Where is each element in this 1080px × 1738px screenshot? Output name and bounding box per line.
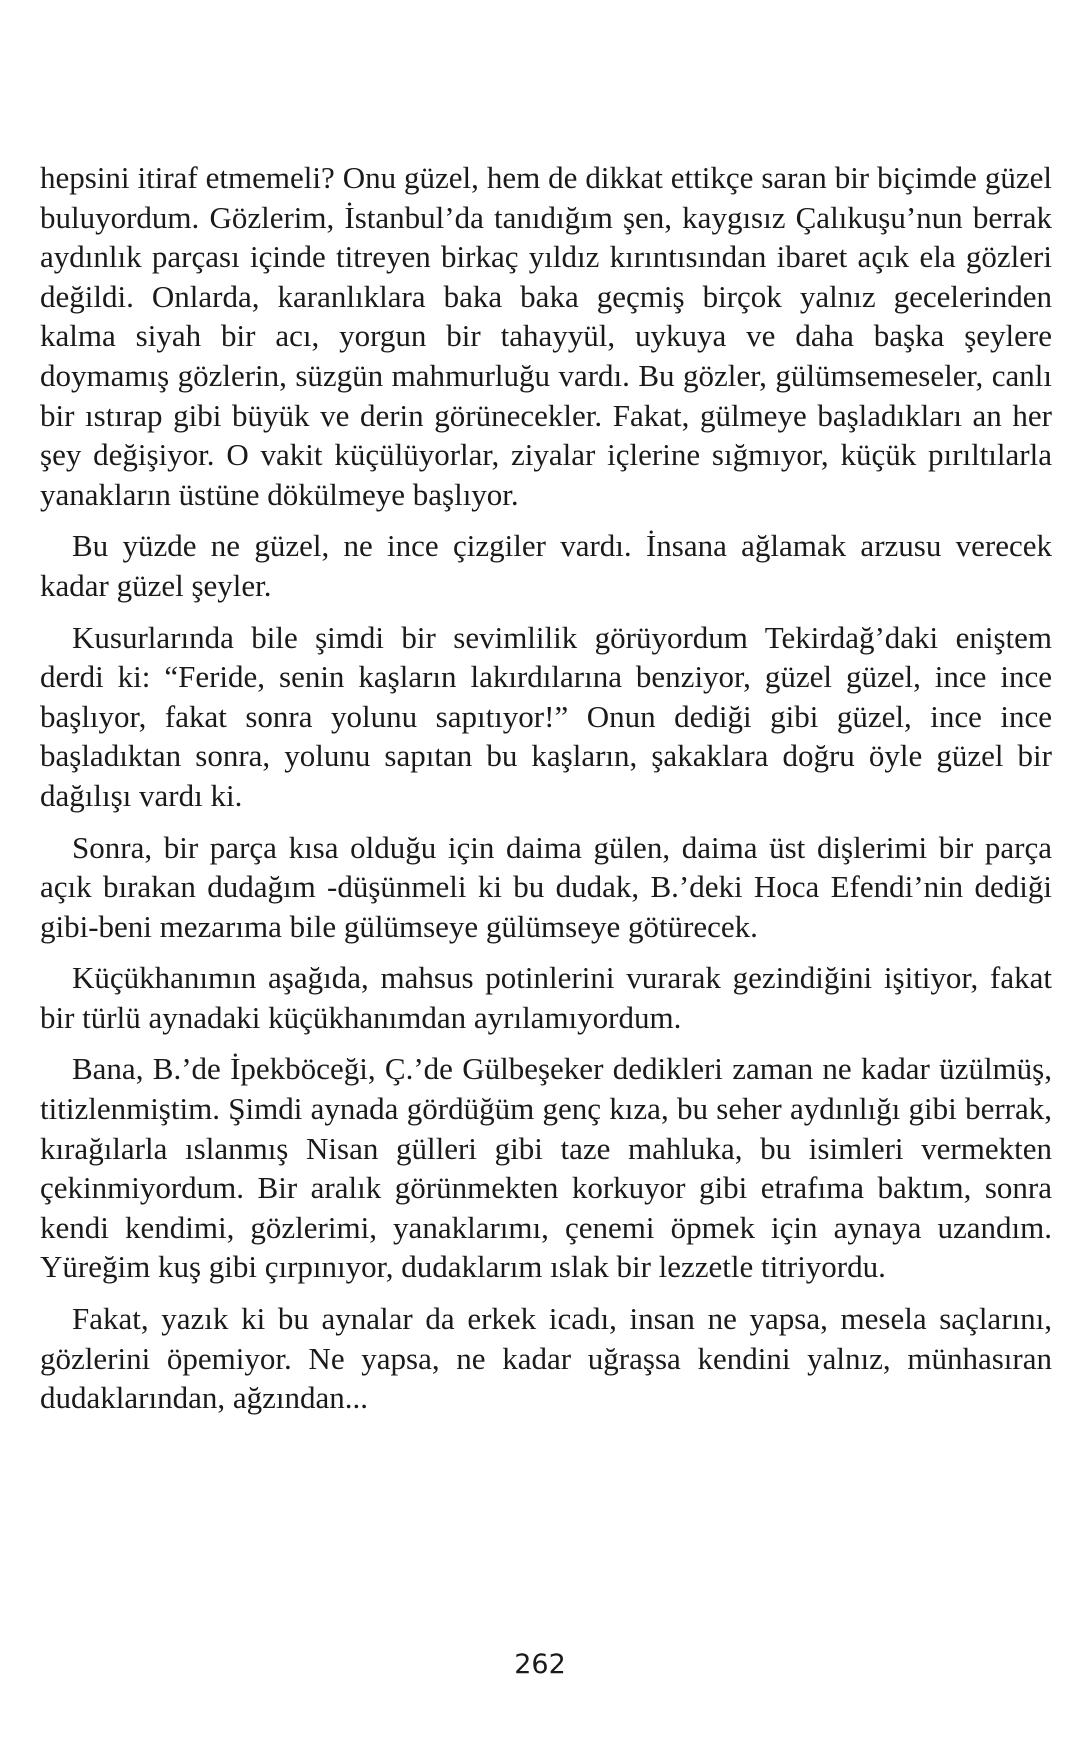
body-text xyxy=(40,158,1052,1430)
paragraph-continuation: hepsini itiraf etmemeli? Onu güzel, hem de dikkat ettikçe saran bir biçimde güzel buluyordum. Gözlerim, İstanbul’da tanıdığım şen, kaygısız Çalıkuşu’nun berrak aydınlık parçası içinde titreyen birkaç yıldız kırıntısından ibaret açık ela gözleri değildi. Onlarda, karanlıklara baka baka geçmiş birçok yalnız gecelerinden kalma siyah bir acı, yorgun bir tahayyül, uykuya ve daha başka şeylere doymamış gözlerin, süzgün mahmurluğu vardı. Bu gözler, gülümsemeseler, canlı bir ıstırap gibi büyük ve derin görünecekler. Fakat, gülmeye başladıkları an her şey değişiyor. O vakit küçülüyorlar, ziyalar içlerine sığmıyor, küçük pırıltılarla yanakların üstüne dökülmeye başlıyor. xyxy=(40,160,1052,512)
paragraph: Bu yüzde ne güzel, ne ince çizgiler vardı. İnsana ağlamak arzusu verecek kadar güzel şeyler. xyxy=(40,528,1052,603)
paragraph: Kusurlarında bile şimdi bir sevimlilik görüyordum Tekirdağ’daki eniştem derdi ki: “Feride, senin kaşların lakırdılarına benziyor, güzel güzel, ince ince başlıyor, fakat sonra yolunu sapıtıyor!” Onun dediği gibi güzel, ince ince başladıktan sonra, yolunu sapıtan bu kaşların, şakaklara doğru öyle güzel bir dağılışı vardı ki. xyxy=(40,619,1052,813)
paragraph: Sonra, bir parça kısa olduğu için daima gülen, daima üst dişlerimi bir parça açık bırakan dudağım -düşünmeli ki bu dudak, B.’deki Hoca Efendi’nin dediği gibi-beni mezarıma bile gülümseye gülümseye götürecek. xyxy=(40,829,1052,944)
paragraph: Küçükhanımın aşağıda, mahsus potinlerini vurarak gezindiğini işitiyor, fakat bir türlü aynadaki küçükhanımdan ayrılamıyordum. xyxy=(40,960,1052,1035)
paragraph: Bana, B.’de İpekböceği, Ç.’de Gülbeşeker dedikleri zaman ne kadar üzülmüş, titizlenmiştim. Şimdi aynada gördüğüm genç kıza, bu seher aydınlığı gibi berrak, kırağılarla ıslanmış Nisan gülleri gibi taze mahluka, bu isimleri vermekten çekinmiyordum. Bir aralık görünmekten korkuyor gibi etrafıma baktım, sonra kendi kendimi, gözlerimi, yanaklarımı, çenemi öpmek için aynaya uzandım. Yüreğim kuş gibi çırpınıyor, dudaklarım ıslak bir lezzetle titriyordu. xyxy=(40,1051,1052,1285)
page-number: 262 xyxy=(514,1649,566,1680)
paragraph: Fakat, yazık ki bu aynalar da erkek icadı, insan ne yapsa, mesela saçlarını, gözlerini öpemiyor. Ne yapsa, ne kadar uğraşsa kendini yalnız, münhasıran dudaklarından, ağzından... xyxy=(40,1301,1052,1416)
